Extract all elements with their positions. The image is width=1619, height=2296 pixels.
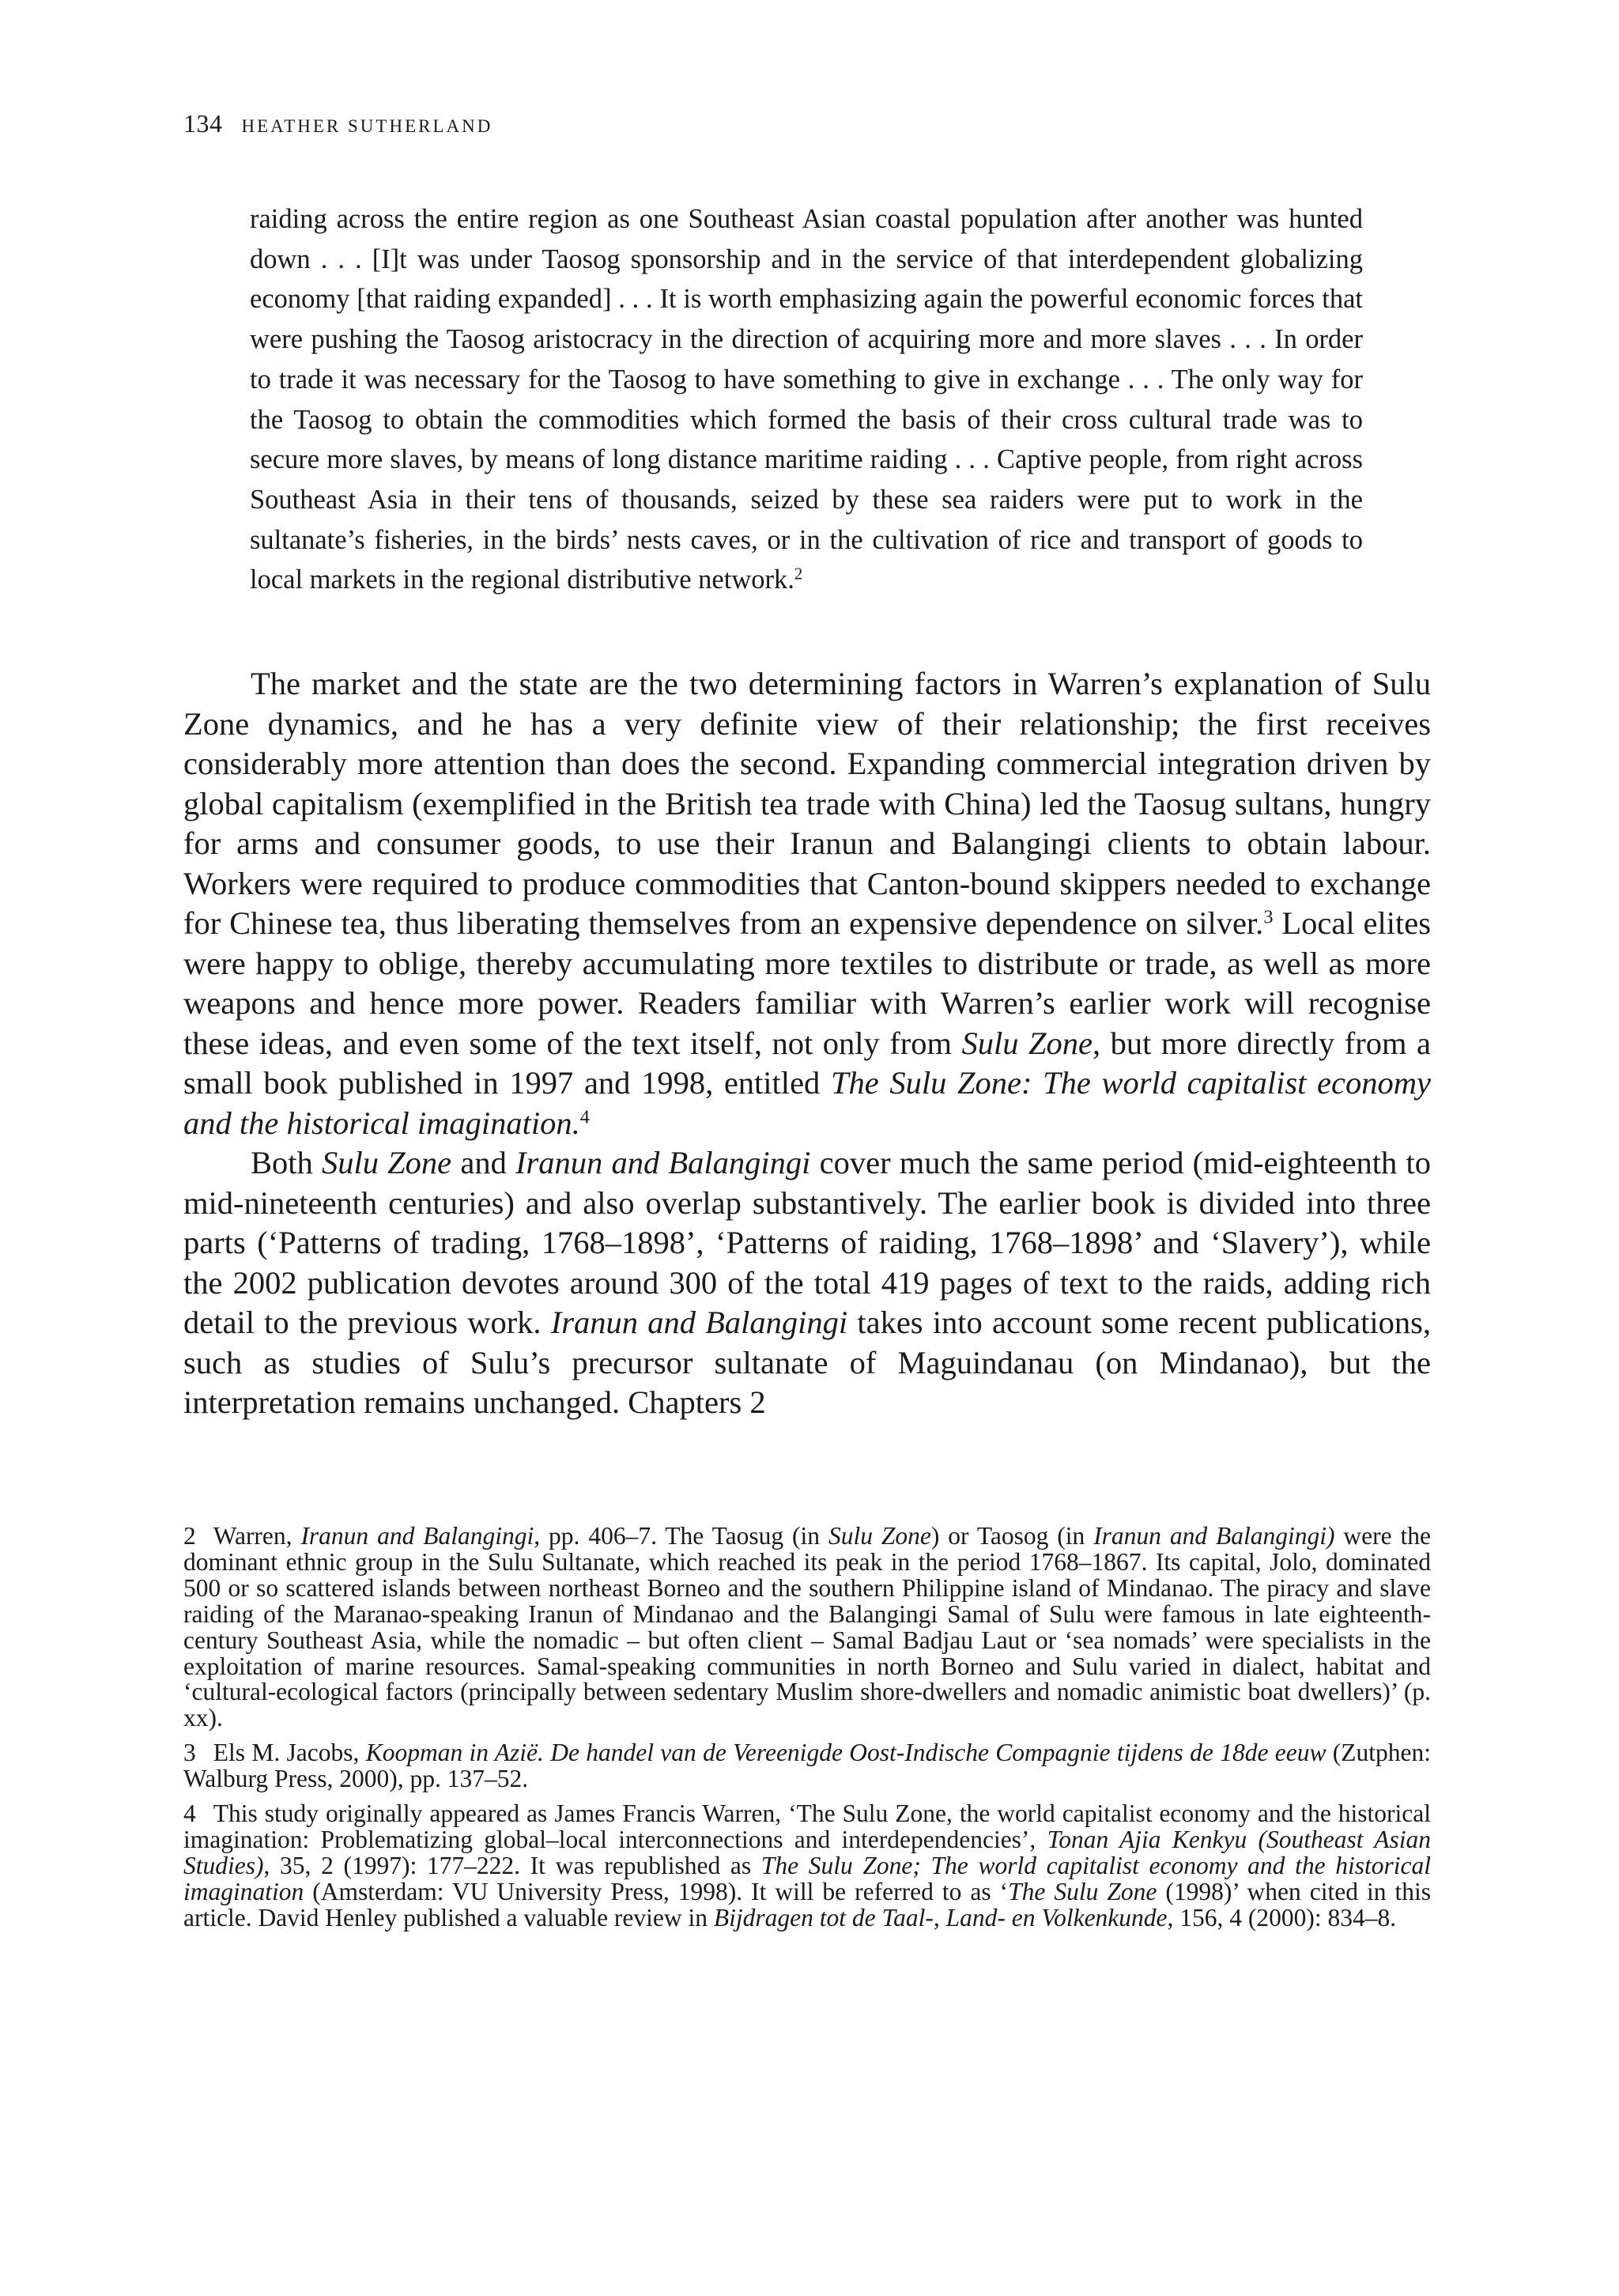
text-span: Warren,	[213, 1522, 301, 1550]
text-span: (Zutphen: Walburg Press, 2000), pp. 137–52.	[183, 1739, 1432, 1793]
body-paragraph	[183, 664, 1431, 1143]
book-title: Sulu Zone	[961, 1025, 1093, 1061]
text-span: (1998)’ when cited in this article. David Henley published a valuable review in	[183, 1877, 1431, 1932]
text-span: cover much the same period (mid-eighteenth to mid-nineteenth centuries) and also overlap substantively. The earlier book is divided into three parts (‘Patterns of trading, 1768–1898’, ‘Patterns of raiding, 1768–1898’ and ‘Slavery’), while the 2002 publication devotes around 300 of the total 419 pages of text to the raids, adding rich detail to the previous work.	[183, 1145, 1431, 1340]
text-span: ) or Taosog (in	[930, 1522, 1094, 1550]
book-title: Tonan Ajia Kenkyu (Southeast Asian Studies)	[183, 1825, 1431, 1879]
body-text	[183, 664, 1431, 1423]
text-span: Both	[251, 1145, 322, 1180]
text-span: The market and the state are the two determining factors in Warren’s explanation of Sulu Zone dynamics, and he has a very definite view of their relationship; the first receives considerably more attention than does the second. Expanding commercial integration driven by global capitalism (exemplified in the British tea trade with China) led the Taosug sultans, hungry for arms and consumer goods, to use their Iranun and Balangingi clients to obtain labour. Workers were required to produce commodities that Canton-bound skippers needed to exchange for Chinese tea, thus liberating themselves from an expensive dependence on silver.	[183, 666, 1431, 941]
book-title: The Sulu Zone	[1008, 1877, 1157, 1905]
footnote	[183, 1801, 1431, 1932]
book-title: Sulu Zone	[321, 1145, 452, 1180]
text-span: (Amsterdam: VU University Press, 1998). It will be referred to as ‘	[304, 1877, 1009, 1905]
text-span: Els M. Jacobs,	[213, 1739, 366, 1767]
book-title: The Sulu Zone; The world capitalist economy and the historical imagination	[183, 1851, 1431, 1905]
footnotes	[183, 1524, 1431, 1940]
book-title: Iranun and Balangingi	[515, 1145, 811, 1180]
footnote-ref: 2	[794, 565, 803, 583]
author-name: HEATHER SUTHERLAND	[241, 116, 493, 136]
text-span: takes into account some recent publications, such as studies of Sulu’s precursor sultanate of Maguindanau (on Mindanao), but the interpretation remains unchanged. Chapters 2	[183, 1305, 1431, 1420]
footnote-number: 2	[183, 1522, 196, 1550]
footnote-number: 3	[183, 1739, 196, 1767]
book-title: Iranun and Balangingi)	[1093, 1522, 1335, 1550]
book-title: Sulu Zone	[828, 1522, 931, 1550]
text-span: , pp. 406–7. The Taosug (in	[534, 1522, 828, 1550]
footnote-number: 4	[183, 1799, 196, 1828]
book-title: Iranun and Balangingi	[300, 1522, 534, 1550]
book-title: Iranun and Balangingi	[550, 1305, 848, 1340]
book-title: The Sulu Zone: The world capitalist economy and the historical imagination.	[183, 1065, 1431, 1141]
block-quote-text: raiding across the entire region as one Southeast Asian coastal population after another was hunted down . . . [I]t was under Taosog sponsorship and in the service of that interdependent globalizing economy [that raiding expanded] . . . It is worth emphasizing again the powerful economic forces that were pushing the Taosog aristocracy in the direction of acquiring more and more slaves . . . In order to trade it was necessary for the Taosog to have something to give in exchange . . . The only way for the Taosog to obtain the commodities which formed the basis of their cross cultural trade was to secure more slaves, by means of long distance maritime raiding . . . Captive people, from right across Southeast Asia in their tens of thousands, seized by these sea raiders were put to work in the sultanate’s fisheries, in the birds’ nests caves, or in the cultivation of rice and transport of goods to local markets in the regional distributive network.	[250, 204, 1363, 595]
footnote-ref: 3	[1263, 906, 1274, 928]
running-head	[183, 108, 492, 142]
page-number: 134	[183, 109, 223, 138]
text-span: were the dominant ethnic group in the Sulu Sultanate, which reached its peak in the period 1768–1867. Its capital, Jolo, dominated 500 or so scattered islands between northeast Borneo and the southern Philippine island of Mindanao. The piracy and slave raiding of the Maranao-speaking Iranun of Mindanao and the Balangingi Samal of Sulu were famous in late eighteenth-century Southeast Asia, while the nomadic – but often client – Samal Badjau Laut or ‘sea nomads’ were specialists in the exploitation of marine resources. Samal-speaking communities in north Borneo and Sulu varied in dialect, habitat and ‘cultural-ecological factors (principally between sedentary Muslim shore-dwellers and nomadic animistic boat dwellers)’ (p. xx).	[183, 1522, 1431, 1732]
text-span: Local elites were happy to oblige, thereby accumulating more textiles to distribute or trade, as well as more weapons and hence more power. Readers familiar with Warren’s earlier work will recognise these ideas, and even some of the text itself, not only from	[183, 905, 1431, 1061]
block-quote-paragraph	[250, 199, 1363, 600]
book-title: Bijdragen tot de Taal-, Land- en Volkenkunde	[713, 1903, 1168, 1932]
text-span: , 35, 2 (1997): 177–222. It was republished as	[263, 1851, 761, 1879]
block-quote	[250, 199, 1363, 600]
footnote	[183, 1740, 1431, 1792]
footnote-ref: 4	[579, 1106, 590, 1128]
text-span: , 156, 4 (2000): 834–8.	[1167, 1903, 1397, 1932]
text-span: and	[451, 1145, 516, 1180]
text-span: , but more directly from a small book published in 1997 and 1998, entitled	[183, 1025, 1431, 1101]
footnote	[183, 1524, 1431, 1731]
text-span: This study originally appeared as James Francis Warren, ‘The Sulu Zone, the world capitalist economy and the historical imagination: Problematizing global–local interconnections and interdependencies’,	[183, 1799, 1431, 1853]
body-paragraph	[183, 1143, 1431, 1423]
book-title: Koopman in Azië. De handel van de Vereenigde Oost-Indische Compagnie tijdens de 18de eeuw	[365, 1739, 1327, 1767]
